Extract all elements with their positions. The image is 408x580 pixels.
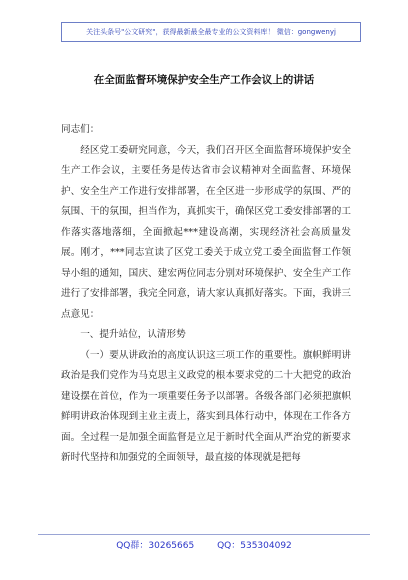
footer: [0, 538, 408, 551]
section-heading: 一、提升站位，认清形势: [80, 329, 186, 340]
salutation: 同志们：: [61, 124, 100, 135]
header-banner-text: 关注头条号"公文研究"，获得最新最全最专业的公文资料库！ 微信：gongwenyj: [86, 28, 336, 36]
footer-qq-group: QQ群：30265665: [116, 541, 195, 551]
paragraph: （一）要从讲政治的高度认识这三项工作的重要性。旗帜鲜明讲政治是我们党作为马克思主义政党的根本要求党的二十大把党的政治建设摆在首位，作为一项重要任务予以部署。各级各部门必须把旗帜鲜明讲政治体现到主业主责上，落实到具体行动中，体现在工作各方面。全过程一是加强全面监督是立足于新时代全面从严治党的新要求新时代坚持和加强党的全面领导，最直接的体现就是把每: [61, 349, 351, 463]
document-title: 在全面监督环境保护安全生产工作会议上的讲话: [93, 74, 315, 86]
document-body: [61, 120, 351, 469]
header-banner: [61, 22, 361, 42]
footer-divider: [38, 534, 370, 535]
paragraph: 经区党工委研究同意，今天，我们召开区全面监督环境保护安全生产工作会议，主要任务是传达省市会议精神对全面监督、环境保护、安全生产工作进行安排部署，在全区进一步形成学的氛围、严的氛围、干的氛围，担当作为，真抓实干，确保区党工委安排部署的工作落实落地落细，全面掀起***建设高潮，实现经济社会高质量发展。刚才，***同志宣读了区党工委关于成立党工委全面监督工作领导小组的通知，国庆、建宏两位同志分别对环境保护、安全生产工作进行了安排部署，我完全同意，请大家认真抓好落实。下面，我讲三点意见：: [61, 144, 351, 320]
footer-qq: QQ：535304092: [217, 541, 292, 551]
